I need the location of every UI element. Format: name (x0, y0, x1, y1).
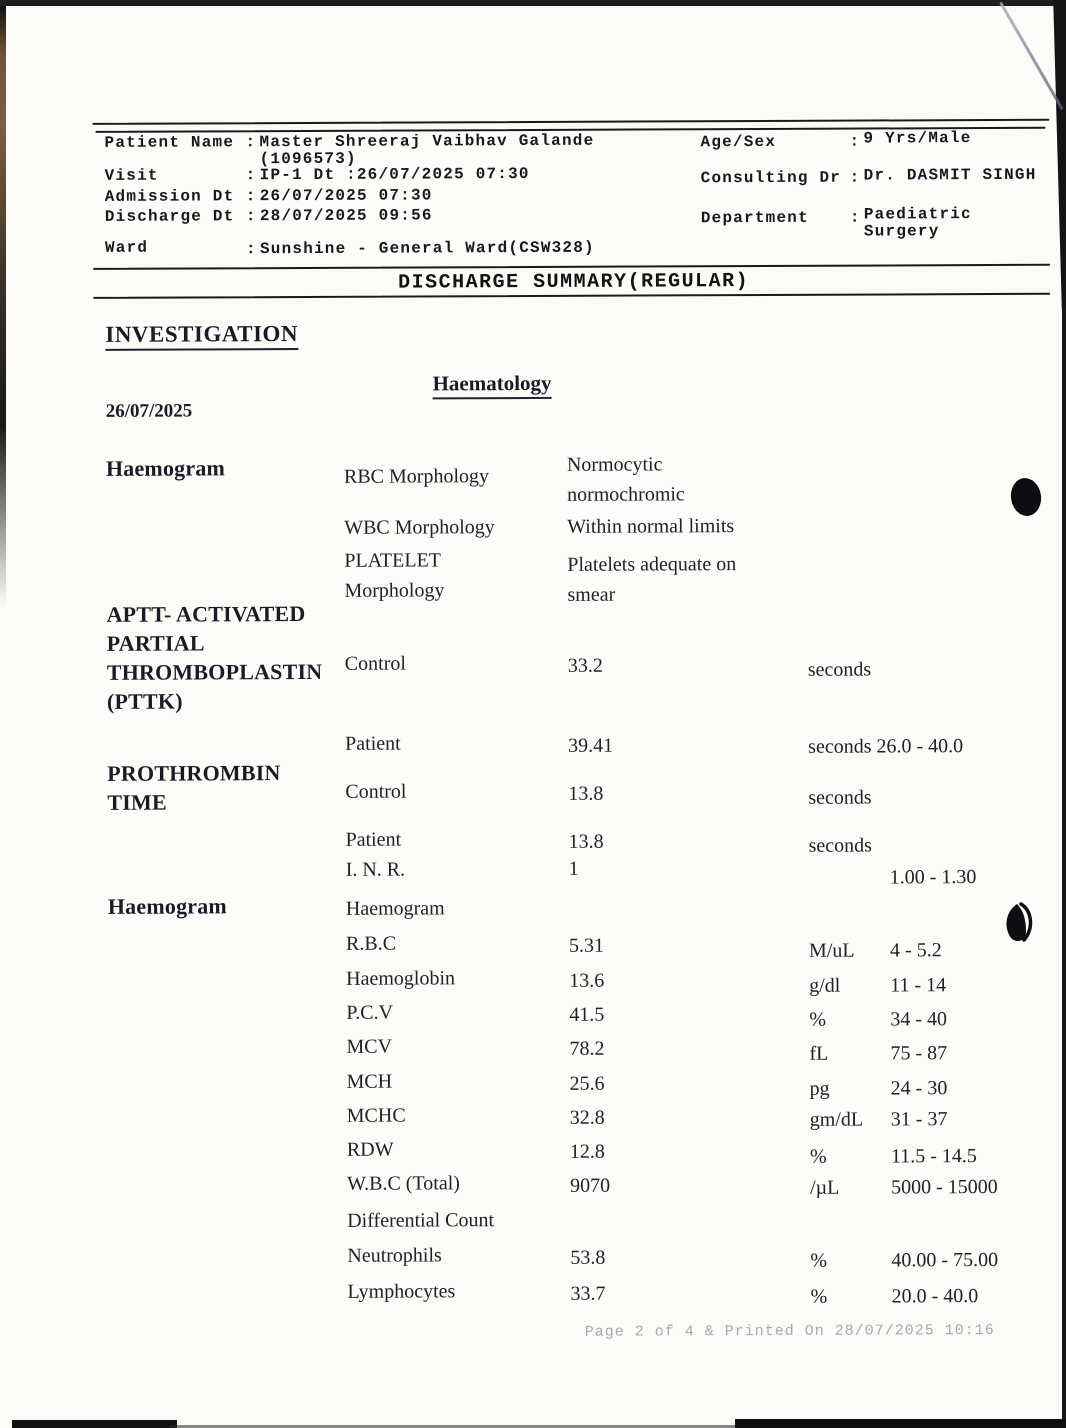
result-unit: seconds (808, 786, 872, 809)
result-unit: seconds (808, 834, 872, 857)
test-name: MCH (346, 1070, 393, 1093)
test-name: Control (344, 652, 406, 675)
result-unit: % (809, 1145, 827, 1168)
reference-range: 1.00 - 1.30 (889, 866, 977, 889)
result-value: Platelets adequate on smear (567, 553, 737, 606)
test-name: I. N. R. (345, 858, 406, 881)
header-bottom-line (93, 264, 1050, 270)
age-sex-label: Age/Sex (700, 132, 777, 152)
test-group: APTT- ACTIVATED PARTIAL THROMBOPLASTIN (PTTK) (106, 600, 323, 714)
test-name: R.B.C (345, 932, 397, 955)
result-unit: pg (809, 1077, 830, 1100)
result-unit: M/uL (808, 939, 855, 962)
reference-range: 24 - 30 (890, 1077, 948, 1100)
result-value: 9070 (570, 1174, 611, 1197)
scan-edge-right (1062, 308, 1066, 1428)
test-name: Haemoglobin (346, 967, 456, 990)
result-value: 33.2 (567, 654, 603, 677)
result-value: 32.8 (569, 1106, 605, 1129)
test-name: Patient (345, 828, 402, 851)
colon: : (245, 207, 257, 226)
test-name: P.C.V (346, 1001, 394, 1024)
lab-row-rbc (1, 926, 1066, 962)
page-footer: Page 2 of 4 & Printed On 28/07/2025 10:16 (584, 1321, 995, 1341)
ink-blot-mark (1000, 901, 1036, 950)
lab-row-pt-control (0, 760, 1066, 815)
discharge-date-value: 28/07/2025 09:56 (259, 206, 433, 226)
lab-row-neutrophils (2, 1238, 1066, 1272)
result-unit: seconds (807, 658, 872, 681)
scan-edge-top (0, 0, 1066, 6)
lab-row-inr (1, 852, 1066, 889)
test-name: Control (345, 780, 407, 803)
test-name: MCV (346, 1035, 393, 1058)
result-unit: % (810, 1285, 828, 1308)
result-value: 25.6 (569, 1072, 605, 1095)
patient-name-label: Patient Name (104, 133, 235, 152)
reference-range: 5000 - 15000 (891, 1175, 998, 1199)
test-name: Differential Count (347, 1209, 495, 1232)
test-name: Neutrophils (347, 1244, 442, 1267)
reference-range: 31 - 37 (890, 1108, 948, 1131)
result-unit: seconds 26.0 - 40.0 (808, 735, 964, 758)
test-name: Haemogram (345, 897, 445, 920)
colon: : (849, 168, 861, 187)
result-value: 53.8 (570, 1246, 606, 1269)
result-unit: /µL (810, 1176, 840, 1199)
haematology-heading: Haematology (433, 371, 552, 400)
reference-range: 11.5 - 14.5 (890, 1145, 977, 1168)
test-name: PLATELET Morphology (344, 549, 445, 602)
test-name: WBC Morphology (344, 516, 495, 539)
visit-label: Visit (104, 166, 159, 185)
header-top-line (92, 119, 1049, 125)
test-name: RDW (346, 1138, 394, 1161)
scan-edge-bottom-right (735, 1419, 1066, 1428)
result-value: Within normal limits (567, 515, 735, 538)
ward-label: Ward (104, 238, 149, 257)
result-unit: % (810, 1249, 828, 1272)
reference-range: 11 - 14 (890, 974, 947, 997)
colon: : (245, 187, 257, 206)
result-value: 39.41 (568, 734, 614, 757)
lab-row-pt-patient (0, 822, 1066, 857)
lab-row-rdw (2, 1132, 1066, 1168)
result-unit: g/dl (809, 974, 841, 997)
age-sex-value: 9 Yrs/Male (863, 129, 972, 148)
test-name: Patient (345, 732, 401, 755)
result-value: 41.5 (569, 1003, 605, 1026)
test-name: W.B.C (Total) (347, 1172, 460, 1195)
test-name: Lymphocytes (347, 1280, 456, 1303)
scan-edge-bottom-left (12, 1420, 177, 1428)
colon: : (849, 132, 861, 151)
colon: : (245, 133, 257, 152)
consulting-dr-label: Consulting Dr (700, 168, 842, 188)
result-unit: gm/dL (809, 1108, 864, 1131)
department-value: Paediatric Surgery (863, 205, 972, 241)
lab-row-differential-count (2, 1203, 1066, 1232)
lab-row-platelet-morphology (0, 543, 1065, 606)
scan-edge-left (0, 6, 6, 606)
lab-row-rbc-morphology (0, 448, 1065, 506)
colon: : (245, 240, 257, 259)
result-value: 13.8 (568, 830, 604, 853)
colon: : (849, 208, 861, 227)
document-title: DISCHARGE SUMMARY(REGULAR) (398, 270, 750, 295)
lab-row-aptt-control (0, 600, 1066, 714)
result-value: 1 (568, 857, 579, 880)
reference-range: 40.00 - 75.00 (891, 1248, 999, 1272)
consulting-dr-value: Dr. DASMIT SINGH (863, 165, 1037, 185)
reference-range: 34 - 40 (890, 1008, 948, 1031)
discharge-date-label: Discharge Dt (104, 207, 235, 226)
test-name: MCHC (346, 1104, 406, 1127)
test-group: Haemogram (105, 455, 226, 481)
result-value: 5.31 (568, 934, 605, 957)
test-group: Haemogram (107, 893, 227, 919)
department-label: Department (700, 208, 809, 228)
visit-value: IP-1 Dt :26/07/2025 07:30 (259, 165, 530, 185)
report-date: 26/07/2025 (105, 400, 193, 422)
patient-name-value: Master Shreeraj Vaibhav Galande (1096573) (259, 131, 595, 169)
test-name: RBC Morphology (343, 465, 490, 488)
admission-date-value: 26/07/2025 07:30 (259, 186, 433, 206)
lab-row-aptt-patient (0, 726, 1066, 758)
result-value: 12.8 (569, 1140, 605, 1163)
test-group: PROTHROMBIN TIME (107, 760, 281, 815)
lab-row-wbc-morphology (0, 510, 1065, 539)
colon: : (245, 166, 257, 185)
result-value: 33.7 (570, 1282, 606, 1305)
result-unit: % (809, 1008, 827, 1031)
result-value: 13.8 (568, 782, 604, 805)
lab-row-lymphocytes (2, 1274, 1066, 1308)
ward-value: Sunshine - General Ward(CSW328) (259, 238, 595, 259)
reference-range: 20.0 - 40.0 (891, 1285, 979, 1308)
lab-row-haemogram-header (1, 891, 1066, 920)
result-value: Normocytic normochromic (566, 453, 685, 506)
reference-range: 75 - 87 (890, 1042, 948, 1065)
result-value: 13.6 (569, 969, 605, 992)
admission-date-label: Admission Dt (104, 187, 235, 206)
result-value: 78.2 (569, 1037, 605, 1060)
result-unit: fL (809, 1042, 829, 1065)
reference-range: 4 - 5.2 (889, 939, 942, 962)
investigation-heading: INVESTIGATION (105, 321, 298, 351)
